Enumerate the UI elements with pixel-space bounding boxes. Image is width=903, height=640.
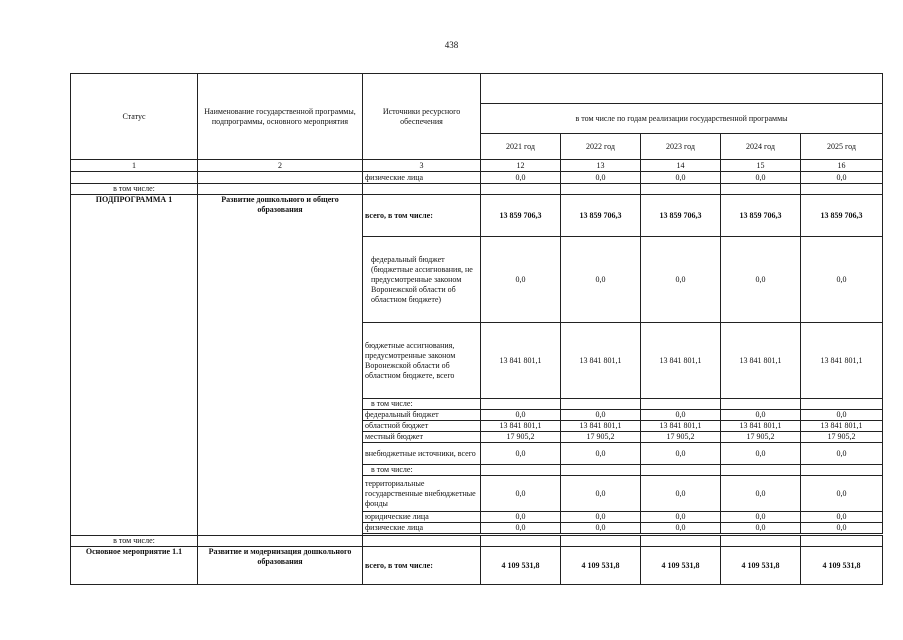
- header-year: 2022 год: [561, 134, 641, 160]
- header-name: Наименование государственной программы, подпрограммы, основного мероприятия: [198, 74, 363, 160]
- header-year: 2023 год: [641, 134, 721, 160]
- source-label: физические лица: [363, 172, 481, 184]
- table-row: [71, 547, 883, 585]
- value-cell: 0,0: [721, 523, 801, 534]
- source-label: всего, в том числе:: [363, 195, 481, 237]
- page-number: 438: [444, 40, 459, 50]
- value-cell: 13 859 706,3: [641, 195, 721, 237]
- source-label: в том числе:: [363, 399, 481, 410]
- value-cell: 0,0: [801, 523, 883, 534]
- value-cell: 13 841 801,1: [561, 323, 641, 399]
- value-cell: 0,0: [721, 476, 801, 512]
- status-cell: в том числе:: [71, 184, 198, 195]
- value-cell: 0,0: [721, 443, 801, 465]
- value-cell: 17 905,2: [801, 432, 883, 443]
- value-cell: 0,0: [561, 237, 641, 323]
- value-cell: 13 859 706,3: [721, 195, 801, 237]
- value-cell: 0,0: [801, 476, 883, 512]
- subprogram-status: ПОДПРОГРАММА 1: [71, 195, 198, 536]
- col-number: 1: [71, 160, 198, 172]
- col-number: 13: [561, 160, 641, 172]
- source-label: бюджетные ассигнования, предусмотренные законом Воронежской области об областном бюджете, всего: [363, 323, 481, 399]
- value-cell: 0,0: [481, 512, 561, 523]
- source-label: областной бюджет: [363, 421, 481, 432]
- value-cell: 0,0: [641, 237, 721, 323]
- header-status: Статус: [71, 74, 198, 160]
- value-cell: 0,0: [801, 172, 883, 184]
- header-blank: [481, 74, 883, 104]
- table-row: [71, 172, 883, 184]
- value-cell: 0,0: [481, 476, 561, 512]
- value-cell: 0,0: [801, 237, 883, 323]
- name-cell: [198, 536, 363, 547]
- table-row: [71, 536, 883, 547]
- value-cell: 0,0: [561, 476, 641, 512]
- col-number: 12: [481, 160, 561, 172]
- source-label: физические лица: [363, 523, 481, 534]
- value-cell: 13 841 801,1: [801, 323, 883, 399]
- value-cell: 0,0: [481, 172, 561, 184]
- header-sources: Источники ресурсного обеспечения: [363, 74, 481, 160]
- value-cell: 0,0: [561, 172, 641, 184]
- value-cell: 0,0: [721, 237, 801, 323]
- status-cell: в том числе:: [71, 536, 198, 547]
- value-cell: 0,0: [641, 512, 721, 523]
- col-number: 15: [721, 160, 801, 172]
- value-cell: 0,0: [561, 410, 641, 421]
- value-cell: 13 841 801,1: [721, 323, 801, 399]
- value-cell: 0,0: [641, 410, 721, 421]
- source-label: внебюджетные источники, всего: [363, 443, 481, 465]
- col-number: 2: [198, 160, 363, 172]
- value-cell: 0,0: [721, 512, 801, 523]
- source-label: федеральный бюджет: [363, 410, 481, 421]
- resource-table: [70, 73, 883, 585]
- value-cell: 4 109 531,8: [641, 547, 721, 585]
- source-label: юридические лица: [363, 512, 481, 523]
- table-row: [71, 195, 883, 237]
- value-cell: 13 859 706,3: [561, 195, 641, 237]
- value-cell: 0,0: [481, 523, 561, 534]
- value-cell: 17 905,2: [481, 432, 561, 443]
- source-label: местный бюджет: [363, 432, 481, 443]
- name-cell: [198, 172, 363, 184]
- value-cell: 13 841 801,1: [801, 421, 883, 432]
- activity-status: Основное мероприятие 1.1: [71, 547, 198, 585]
- value-cell: 0,0: [641, 523, 721, 534]
- value-cell: 0,0: [801, 512, 883, 523]
- source-label: всего, в том числе:: [363, 547, 481, 585]
- name-cell: [198, 184, 363, 195]
- value-cell: 0,0: [481, 410, 561, 421]
- value-cell: 13 841 801,1: [561, 421, 641, 432]
- value-cell: 4 109 531,8: [561, 547, 641, 585]
- status-cell: [71, 172, 198, 184]
- value-cell: 17 905,2: [561, 432, 641, 443]
- source-label: федеральный бюджет (бюджетные ассигнования, не предусмотренные законом Воронежской области об областном бюджете): [363, 237, 481, 323]
- value-cell: 0,0: [561, 512, 641, 523]
- value-cell: 0,0: [721, 172, 801, 184]
- header-year: 2021 год: [481, 134, 561, 160]
- value-cell: 13 841 801,1: [481, 421, 561, 432]
- value-cell: 4 109 531,8: [721, 547, 801, 585]
- value-cell: 4 109 531,8: [801, 547, 883, 585]
- value-cell: 0,0: [641, 443, 721, 465]
- header-year: 2025 год: [801, 134, 883, 160]
- header-year: 2024 год: [721, 134, 801, 160]
- value-cell: 17 905,2: [641, 432, 721, 443]
- value-cell: 13 859 706,3: [481, 195, 561, 237]
- value-cell: 0,0: [641, 476, 721, 512]
- value-cell: 0,0: [641, 172, 721, 184]
- value-cell: 13 841 801,1: [721, 421, 801, 432]
- source-label: в том числе:: [363, 465, 481, 476]
- value-cell: 13 841 801,1: [641, 421, 721, 432]
- value-cell: 13 859 706,3: [801, 195, 883, 237]
- table-row: [71, 184, 883, 195]
- activity-name: Развитие и модернизация дошкольного образования: [198, 547, 363, 585]
- value-cell: 13 841 801,1: [641, 323, 721, 399]
- col-number: 3: [363, 160, 481, 172]
- value-cell: 17 905,2: [721, 432, 801, 443]
- value-cell: 4 109 531,8: [481, 547, 561, 585]
- value-cell: 0,0: [801, 410, 883, 421]
- value-cell: 0,0: [481, 443, 561, 465]
- col-number: 16: [801, 160, 883, 172]
- value-cell: 0,0: [561, 523, 641, 534]
- source-label: территориальные государственные внебюджетные фонды: [363, 476, 481, 512]
- value-cell: 0,0: [561, 443, 641, 465]
- col-number: 14: [641, 160, 721, 172]
- value-cell: 13 841 801,1: [481, 323, 561, 399]
- value-cell: 0,0: [801, 443, 883, 465]
- subprogram-name: Развитие дошкольного и общего образования: [198, 195, 363, 536]
- value-cell: 0,0: [481, 237, 561, 323]
- header-by-years: в том числе по годам реализации государственной программы: [481, 104, 883, 134]
- value-cell: 0,0: [721, 410, 801, 421]
